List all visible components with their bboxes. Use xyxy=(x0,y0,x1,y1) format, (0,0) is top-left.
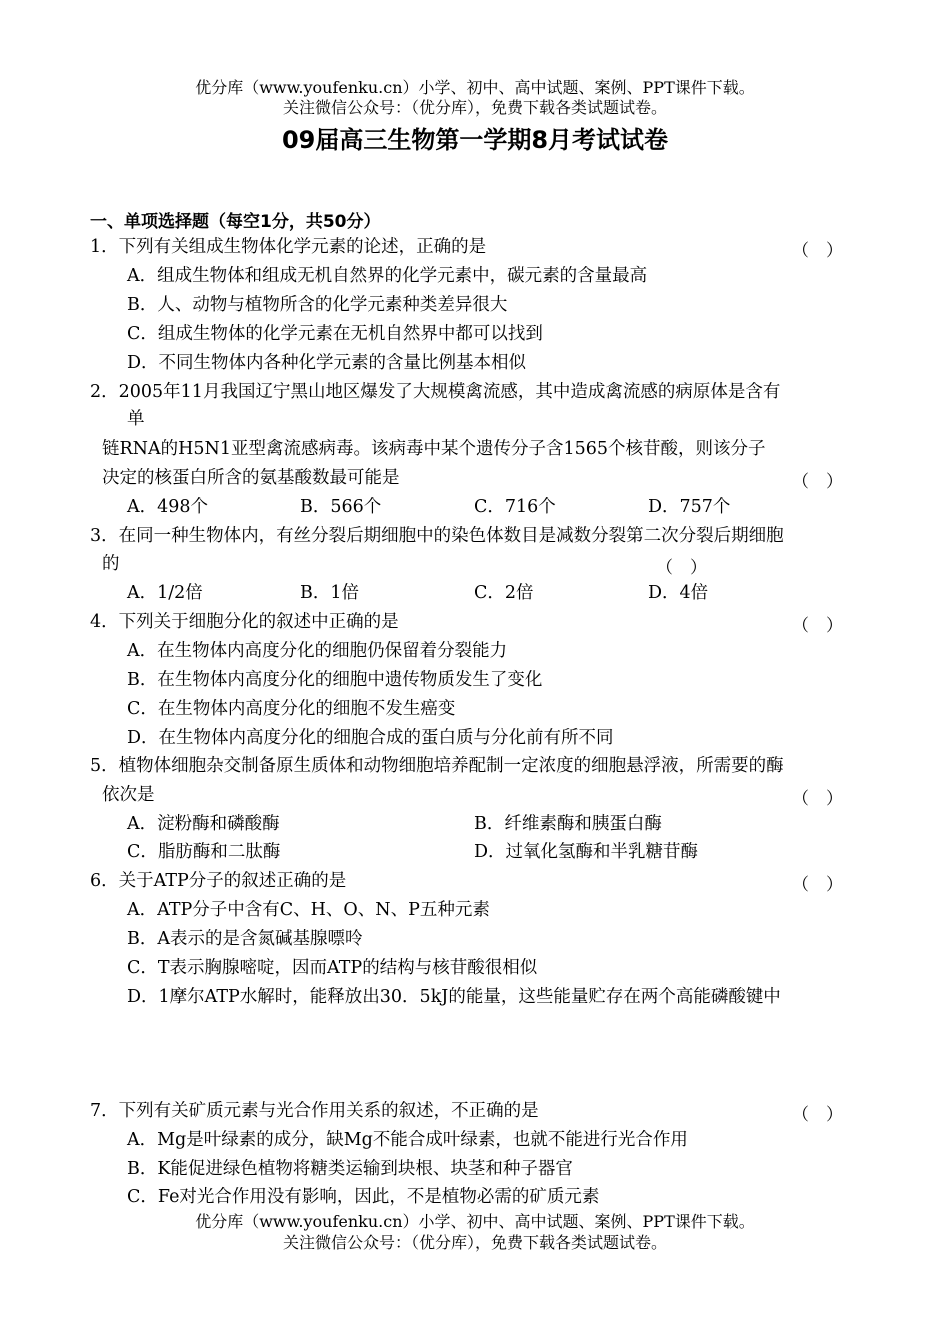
question-4-stem: 4．下列关于细胞分化的叙述中正确的是 xyxy=(90,612,399,632)
question-7-option-c: C．Fe对光合作用没有影响，因此，不是植物必需的矿质元素 xyxy=(127,1187,600,1207)
question-6-stem: 6．关于ATP分子的叙述正确的是 xyxy=(90,871,347,891)
question-3-option-a: A．1/2倍 xyxy=(127,583,203,603)
question-5-option-c: C．脂肪酶和二肽酶 xyxy=(127,842,281,862)
question-5-option-d: D．过氧化氢酶和半乳糖苷酶 xyxy=(474,842,699,862)
footer-line-2: 关注微信公众号：（优分库），免费下载各类试题试卷。 xyxy=(282,1233,667,1252)
header-line-1: 优分库（www.youfenku.cn）小学、初中、高中试题、案例、PPT课件下载。 xyxy=(195,78,755,97)
question-6-option-b: B．A表示的是含氮碱基腺嘌呤 xyxy=(127,929,363,949)
question-2-option-a: A．498个 xyxy=(127,497,209,517)
question-6-option-c: C．T表示胸腺嘧啶，因而ATP的结构与核苷酸很相似 xyxy=(127,958,538,978)
question-2-stem-wrap: 单 xyxy=(127,409,145,429)
question-5-option-a: A．淀粉酶和磷酸酶 xyxy=(127,814,280,834)
page-title: 09届高三生物第一学期8月考试试卷 xyxy=(281,126,669,154)
question-4-option-c: C．在生物体内高度分化的细胞不发生癌变 xyxy=(127,699,456,719)
section-heading: 一、单项选择题（每空1分，共50分） xyxy=(90,212,381,232)
question-2-option-c: C．716个 xyxy=(474,497,556,517)
question-6-answer-blank: （ ） xyxy=(792,875,843,895)
question-2-option-d: D．757个 xyxy=(648,497,731,517)
question-7-option-b: B．K能促进绿色植物将糖类运输到块根、块茎和种子器官 xyxy=(127,1159,573,1179)
question-1-answer-blank: （ ） xyxy=(792,241,843,261)
question-3-stem-line-2: 的 xyxy=(102,554,120,574)
question-5-stem-line-2: 依次是 xyxy=(102,785,155,805)
question-3-option-c: C．2倍 xyxy=(474,583,534,603)
question-5-stem-line-1: 5．植物体细胞杂交制备原生质体和动物细胞培养配制一定浓度的细胞悬浮液，所需要的酶 xyxy=(90,756,784,776)
question-4-option-b: B．在生物体内高度分化的细胞中遗传物质发生了变化 xyxy=(127,670,543,690)
question-7-stem: 7．下列有关矿质元素与光合作用关系的叙述，不正确的是 xyxy=(90,1101,539,1121)
question-1-option-a: A．组成生物体和组成无机自然界的化学元素中，碳元素的含量最高 xyxy=(127,266,648,286)
question-4-answer-blank: （ ） xyxy=(792,616,843,636)
question-2-stem-line-1: 2．2005年11月我国辽宁黑山地区爆发了大规模禽流感，其中造成禽流感的病原体是含有 xyxy=(90,382,781,402)
question-3-stem-line-1: 3．在同一种生物体内，有丝分裂后期细胞中的染色体数目是减数分裂第二次分裂后期细胞 xyxy=(90,526,784,546)
question-4-option-a: A．在生物体内高度分化的细胞仍保留着分裂能力 xyxy=(127,641,508,661)
question-2-option-b: B．566个 xyxy=(300,497,382,517)
question-2-stem-line-2: 链RNA的H5N1亚型禽流感病毒。该病毒中某个遗传分子含1565个核苷酸，则该分子 xyxy=(102,439,766,459)
question-1-option-d: D．不同生物体内各种化学元素的含量比例基本相似 xyxy=(127,353,527,373)
footer-line-1: 优分库（www.youfenku.cn）小学、初中、高中试题、案例、PPT课件下载。 xyxy=(195,1212,755,1231)
question-6-option-d: D．1摩尔ATP水解时，能释放出30．5kJ的能量，这些能量贮存在两个高能磷酸键中 xyxy=(127,987,781,1007)
header-line-2: 关注微信公众号：（优分库），免费下载各类试题试卷。 xyxy=(282,98,667,117)
question-1-option-b: B．人、动物与植物所含的化学元素种类差异很大 xyxy=(127,295,508,315)
question-3-answer-blank: （ ） xyxy=(656,558,707,578)
question-3-option-d: D．4倍 xyxy=(648,583,709,603)
question-1-stem: 1．下列有关组成生物体化学元素的论述，正确的是 xyxy=(90,237,487,257)
question-5-option-b: B．纤维素酶和胰蛋白酶 xyxy=(474,814,662,834)
question-7-option-a: A．Mg是叶绿素的成分，缺Mg不能合成叶绿素，也就不能进行光合作用 xyxy=(127,1130,688,1150)
question-2-stem-line-3: 决定的核蛋白所含的氨基酸数最可能是 xyxy=(102,468,400,488)
question-1-option-c: C．组成生物体的化学元素在无机自然界中都可以找到 xyxy=(127,324,543,344)
question-7-answer-blank: （ ） xyxy=(792,1105,843,1125)
question-2-answer-blank: （ ） xyxy=(792,472,843,492)
question-5-answer-blank: （ ） xyxy=(792,789,843,809)
question-3-option-b: B．1倍 xyxy=(300,583,359,603)
question-6-option-a: A．ATP分子中含有C、H、O、N、P五种元素 xyxy=(127,900,490,920)
question-4-option-d: D．在生物体内高度分化的细胞合成的蛋白质与分化前有所不同 xyxy=(127,728,614,748)
